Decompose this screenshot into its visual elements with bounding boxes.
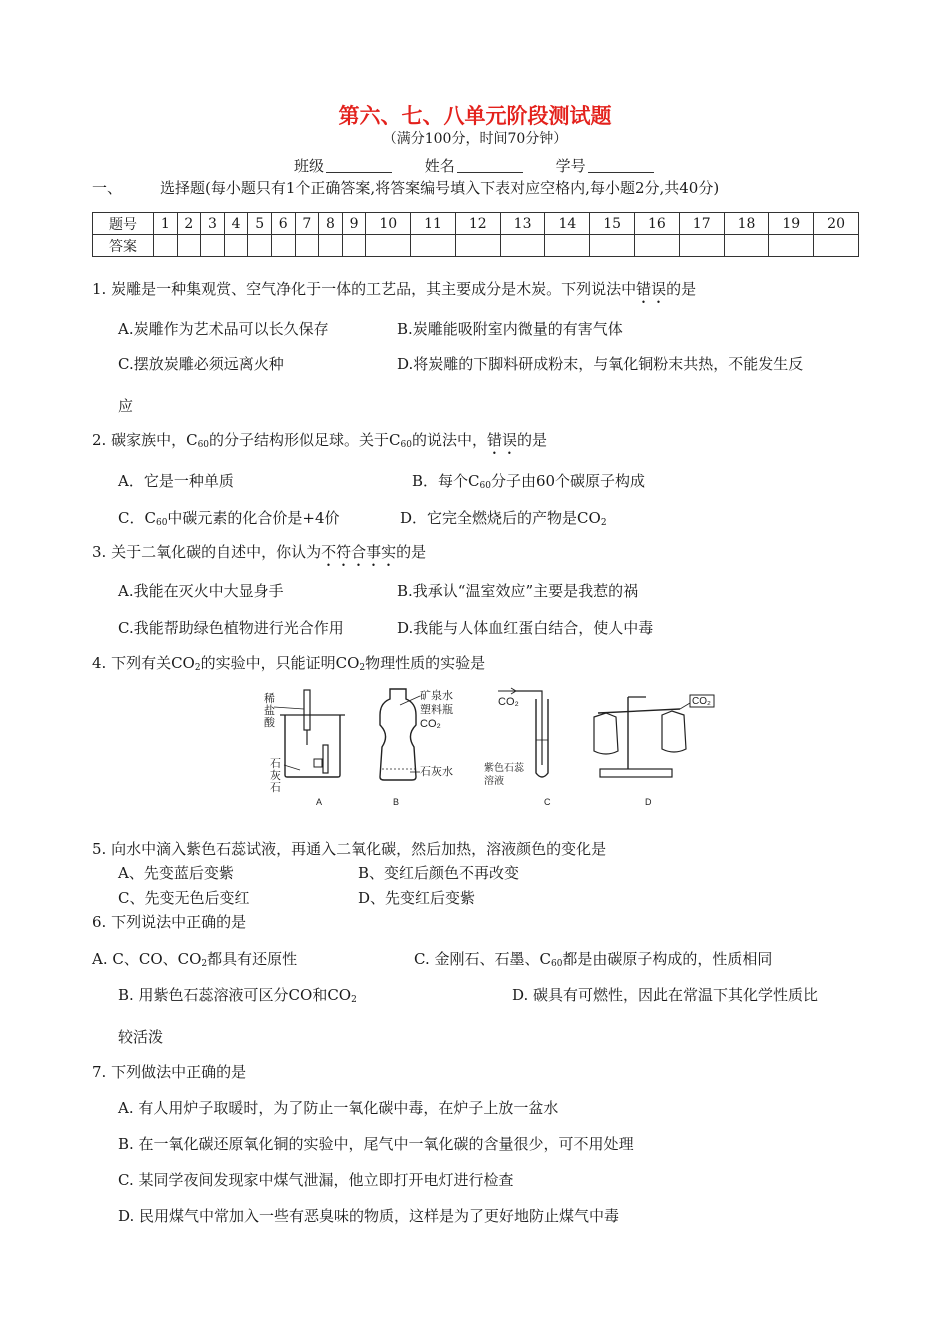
q6-a-text: A. C、CO、CO: [92, 950, 202, 968]
caption-b: B: [393, 797, 400, 807]
q5-option-c: C、先变无色后变红: [118, 889, 250, 907]
label-c: CO₂: [498, 696, 519, 708]
question-6-stem: 6. 下列说法中正确的是: [92, 913, 247, 931]
q2-sub: 60: [197, 440, 210, 450]
page-subtitle: （满分100分，时间70分钟）: [382, 131, 568, 147]
table-cell-number: 7: [295, 213, 319, 235]
question-4-stem: [92, 652, 485, 673]
q2-emphasis: 错误: [486, 431, 517, 449]
q5-option-b: B、变红后颜色不再改变: [358, 864, 520, 882]
table-cell-number: 18: [724, 213, 769, 235]
caption-a: A: [316, 797, 323, 807]
q3-text-end: 的是: [396, 543, 427, 561]
label-c: 紫色石蕊: [484, 763, 524, 774]
q1-option-d: D.将炭雕的下脚料研成粉末，与氧化铜粉末共热，不能发生反: [397, 355, 804, 373]
q2-sub: 60: [479, 481, 491, 491]
table-cell-number: 16: [635, 213, 680, 235]
experiment-d: [594, 695, 714, 807]
table-cell-number: 6: [271, 213, 295, 235]
student-info: [294, 155, 682, 176]
answer-cell[interactable]: [319, 235, 343, 257]
q2-d-sub: 2: [600, 518, 607, 528]
section-heading: [92, 177, 719, 198]
section-number: 一、: [92, 179, 123, 197]
experiment-figure: [260, 685, 725, 810]
q6-sub: 2: [201, 959, 208, 969]
experiment-c: [484, 688, 551, 807]
table-cell-number: 17: [679, 213, 724, 235]
answer-cell[interactable]: [295, 235, 319, 257]
q1-option-d-cont: 应: [118, 397, 134, 415]
label-b: 石灰水: [420, 766, 453, 778]
label-a: 石: [270, 758, 281, 770]
q4-text-c: 物理性质的实验是: [365, 654, 486, 672]
answer-cell[interactable]: [177, 235, 201, 257]
table-cell-number: 8: [319, 213, 343, 235]
answer-cell[interactable]: [366, 235, 411, 257]
table-cell-number: 5: [248, 213, 272, 235]
q4-sub: 2: [194, 663, 201, 673]
q5-option-d: D、先变红后变紫: [358, 889, 476, 907]
label-a: 灰: [270, 770, 281, 782]
table-header-label: 题号: [93, 213, 154, 235]
label-b: 塑料瓶: [420, 704, 453, 716]
answer-cell[interactable]: [154, 235, 178, 257]
answer-cell[interactable]: [814, 235, 859, 257]
caption-d: D: [645, 797, 652, 807]
q1-option-b: B.炭雕能吸附室内微量的有害气体: [397, 320, 623, 338]
name-blank[interactable]: [457, 158, 523, 173]
q6-option-a: [92, 948, 297, 969]
q6-option-d-cont: 较活泼: [118, 1028, 164, 1046]
q7-option-c: C. 某同学夜间发现家中煤气泄漏，他立即打开电灯进行检查: [118, 1171, 514, 1189]
q2-option-b: [412, 470, 645, 491]
q6-option-c: [414, 948, 772, 969]
q2-sub: 60: [155, 518, 168, 528]
q6-c-text-end: 都是由碳原子构成的，性质相同: [562, 950, 773, 968]
answer-cell[interactable]: [411, 235, 456, 257]
q2-d-text: D．它完全燃烧后的产物是CO: [400, 509, 601, 527]
page-title: 第六、七、八单元阶段测试题: [338, 103, 612, 128]
answer-cell[interactable]: [201, 235, 225, 257]
answer-table: [92, 212, 859, 257]
q4-text-b: 的实验中，只能证明CO: [200, 654, 360, 672]
class-blank[interactable]: [326, 158, 392, 173]
label-a: 盐: [264, 705, 275, 717]
table-answer-label: 答案: [93, 235, 154, 257]
table-cell-number: 20: [814, 213, 859, 235]
answer-cell[interactable]: [545, 235, 590, 257]
table-cell-number: 2: [177, 213, 201, 235]
class-label: 班级: [294, 157, 325, 175]
q6-option-b: [118, 984, 357, 1005]
question-5-stem: 5. 向水中滴入紫色石蕊试液，再通入二氧化碳，然后加热，溶液颜色的变化是: [92, 840, 607, 858]
table-cell-number: 1: [154, 213, 178, 235]
id-blank[interactable]: [588, 158, 654, 173]
q6-b-text: B. 用紫色石蕊溶液可区分CO和CO: [118, 986, 352, 1004]
q2-option-d: [400, 507, 607, 528]
experiment-b: [380, 688, 453, 807]
q2-c-text: C．C: [118, 509, 156, 527]
label-a: 稀: [264, 693, 275, 705]
table-cell-number: 9: [342, 213, 366, 235]
section-text: 选择题(每小题只有1个正确答案,将答案编号填入下表对应空格内,每小题2分,共40分): [160, 179, 720, 197]
q1-emphasis: 错误: [636, 280, 667, 298]
caption-c: C: [544, 797, 551, 807]
table-row-numbers: [93, 213, 859, 235]
answer-cell[interactable]: [590, 235, 635, 257]
q2-text: 2. 碳家族中，C: [92, 431, 198, 449]
table-cell-number: 3: [201, 213, 225, 235]
answer-cell[interactable]: [248, 235, 272, 257]
q7-option-d: D. 民用煤气中常加入一些有恶臭味的物质，这样是为了更好地防止煤气中毒: [118, 1207, 620, 1225]
q1-option-a: A.炭雕作为艺术品可以长久保存: [118, 320, 329, 338]
q3-option-c: C.我能帮助绿色植物进行光合作用: [118, 619, 344, 637]
table-cell-number: 14: [545, 213, 590, 235]
answer-cell[interactable]: [500, 235, 545, 257]
answer-cell[interactable]: [679, 235, 724, 257]
answer-cell[interactable]: [271, 235, 295, 257]
q3-option-d: D.我能与人体血红蛋白结合，使人中毒: [397, 619, 654, 637]
q2-sub: 60: [400, 440, 412, 450]
answer-cell[interactable]: [635, 235, 680, 257]
experiment-a: [264, 690, 345, 807]
label-a: 酸: [264, 717, 275, 729]
q3-emphasis: 不符合事实: [321, 543, 397, 561]
q3-option-b: B.我承认“温室效应”主要是我惹的祸: [397, 582, 639, 600]
q2-text-d: 的是: [516, 431, 547, 449]
q1-text-end: 的是: [666, 280, 697, 298]
q2-c-text-end: 中碳元素的化合价是+4价: [167, 509, 340, 527]
table-cell-number: 15: [590, 213, 635, 235]
q1-text: 1. 炭雕是一种集观赏、空气净化于一体的工艺品，其主要成分是木炭。下列说法中: [92, 280, 637, 298]
label-b: 矿泉水: [420, 690, 453, 702]
q2-b-text-end: 分子由60个碳原子构成: [490, 472, 646, 490]
table-cell-number: 19: [769, 213, 814, 235]
q2-text-b: 的分子结构形似足球。关于C: [209, 431, 401, 449]
q2-b-text: B．每个C: [412, 472, 480, 490]
q7-option-b: B. 在一氧化碳还原氧化铜的实验中，尾气中一氧化碳的含量很少，可不用处理: [118, 1135, 634, 1153]
q2-option-a: A．它是一种单质: [118, 472, 234, 490]
table-cell-number: 10: [366, 213, 411, 235]
q7-option-a: A. 有人用炉子取暖时，为了防止一氧化碳中毒，在炉子上放一盆水: [118, 1099, 559, 1117]
answer-cell[interactable]: [724, 235, 769, 257]
id-label: 学号: [555, 157, 586, 175]
answer-cell[interactable]: [224, 235, 248, 257]
q6-c-text: C. 金刚石、石墨、C: [414, 950, 551, 968]
question-1-stem: [92, 278, 696, 307]
table-cell-number: 11: [411, 213, 456, 235]
q2-text-c: 的说法中，: [411, 431, 487, 449]
answer-cell[interactable]: [342, 235, 366, 257]
question-7-stem: 7. 下列做法中正确的是: [92, 1063, 247, 1081]
label-a: 石: [270, 782, 281, 794]
q2-option-c: [118, 507, 340, 528]
table-cell-number: 13: [500, 213, 545, 235]
table-row-answers: [93, 235, 859, 257]
q3-option-a: A.我能在灭火中大显身手: [118, 582, 284, 600]
label-d: CO₂: [692, 696, 711, 707]
answer-cell[interactable]: [769, 235, 814, 257]
q4-text: 4. 下列有关CO: [92, 654, 195, 672]
q4-sub: 2: [359, 663, 366, 673]
answer-cell[interactable]: [455, 235, 500, 257]
label-b: CO₂: [420, 718, 441, 730]
name-label: 姓名: [424, 157, 455, 175]
label-c: 溶液: [484, 776, 504, 787]
q6-sub: 2: [351, 995, 357, 1005]
q1-option-c: C.摆放炭雕必须远离火种: [118, 355, 284, 373]
question-2-stem: [92, 429, 547, 458]
q6-sub: 60: [550, 959, 563, 969]
table-cell-number: 12: [455, 213, 500, 235]
table-cell-number: 4: [224, 213, 248, 235]
question-3-stem: [92, 541, 426, 570]
q6-option-d: D. 碳具有可燃性，因此在常温下其化学性质比: [512, 986, 819, 1004]
q5-option-a: A、先变蓝后变紫: [118, 864, 234, 882]
q3-text: 3. 关于二氧化碳的自述中，你认为: [92, 543, 322, 561]
q6-a-text-end: 都具有还原性: [207, 950, 298, 968]
